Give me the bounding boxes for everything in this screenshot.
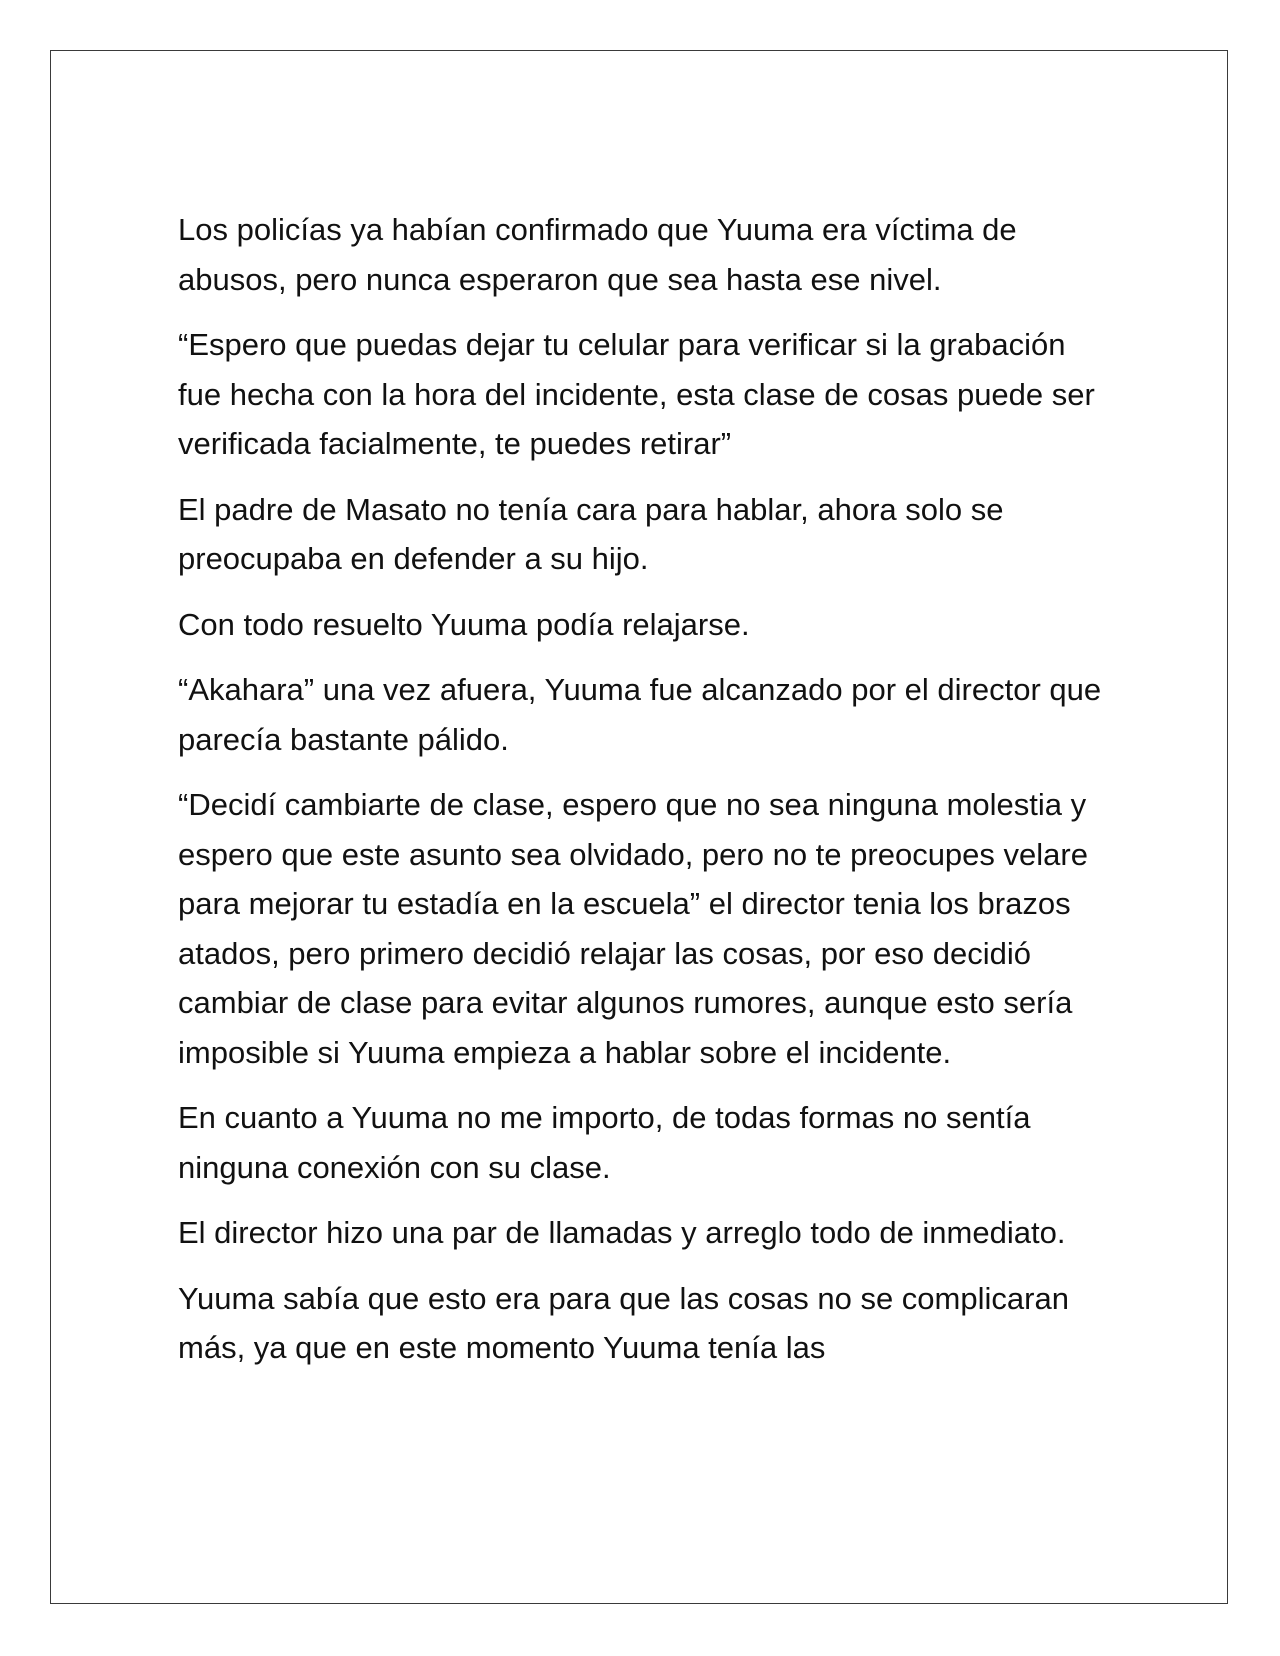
paragraph: “Decidí cambiarte de clase, espero que no sea ninguna molestia y espero que este asunto sea olvidado, pero no te preocupes velare para mejorar tu estadía en la escuela” el director tenia los brazos atados, pero primero decidió relajar las cosas, por eso decidió cambiar de clase para evitar algunos rumores, aunque esto sería imposible si Yuuma empieza a hablar sobre el incidente. [178, 787, 1088, 1070]
paragraph: El padre de Masato no tenía cara para hablar, ahora solo se preocupaba en defender a su hijo. [178, 491, 1004, 576]
paragraph: Con todo resuelto Yuuma podía relajarse. [178, 606, 750, 642]
document-body [178, 205, 1113, 1389]
paragraph: En cuanto a Yuuma no me importo, de todas formas no sentía ninguna conexión con su clase. [178, 1100, 1031, 1185]
paragraph: “Akahara” una vez afuera, Yuuma fue alcanzado por el director que parecía bastante pálido. [178, 672, 1102, 757]
paragraph: Yuuma sabía que esto era para que las cosas no se complicaran más, ya que en este momento Yuuma tenía las [178, 1280, 1069, 1365]
paragraph: El director hizo una par de llamadas y arreglo todo de inmediato. [178, 1215, 1066, 1250]
paragraph: Los policías ya habían confirmado que Yuuma era víctima de abusos, pero nunca esperaron que sea hasta ese nivel. [178, 212, 1017, 297]
paragraph: “Espero que puedas dejar tu celular para verificar si la grabación fue hecha con la hora del incidente, esta clase de cosas puede ser verificada facialmente, te puedes retirar” [178, 327, 1095, 461]
